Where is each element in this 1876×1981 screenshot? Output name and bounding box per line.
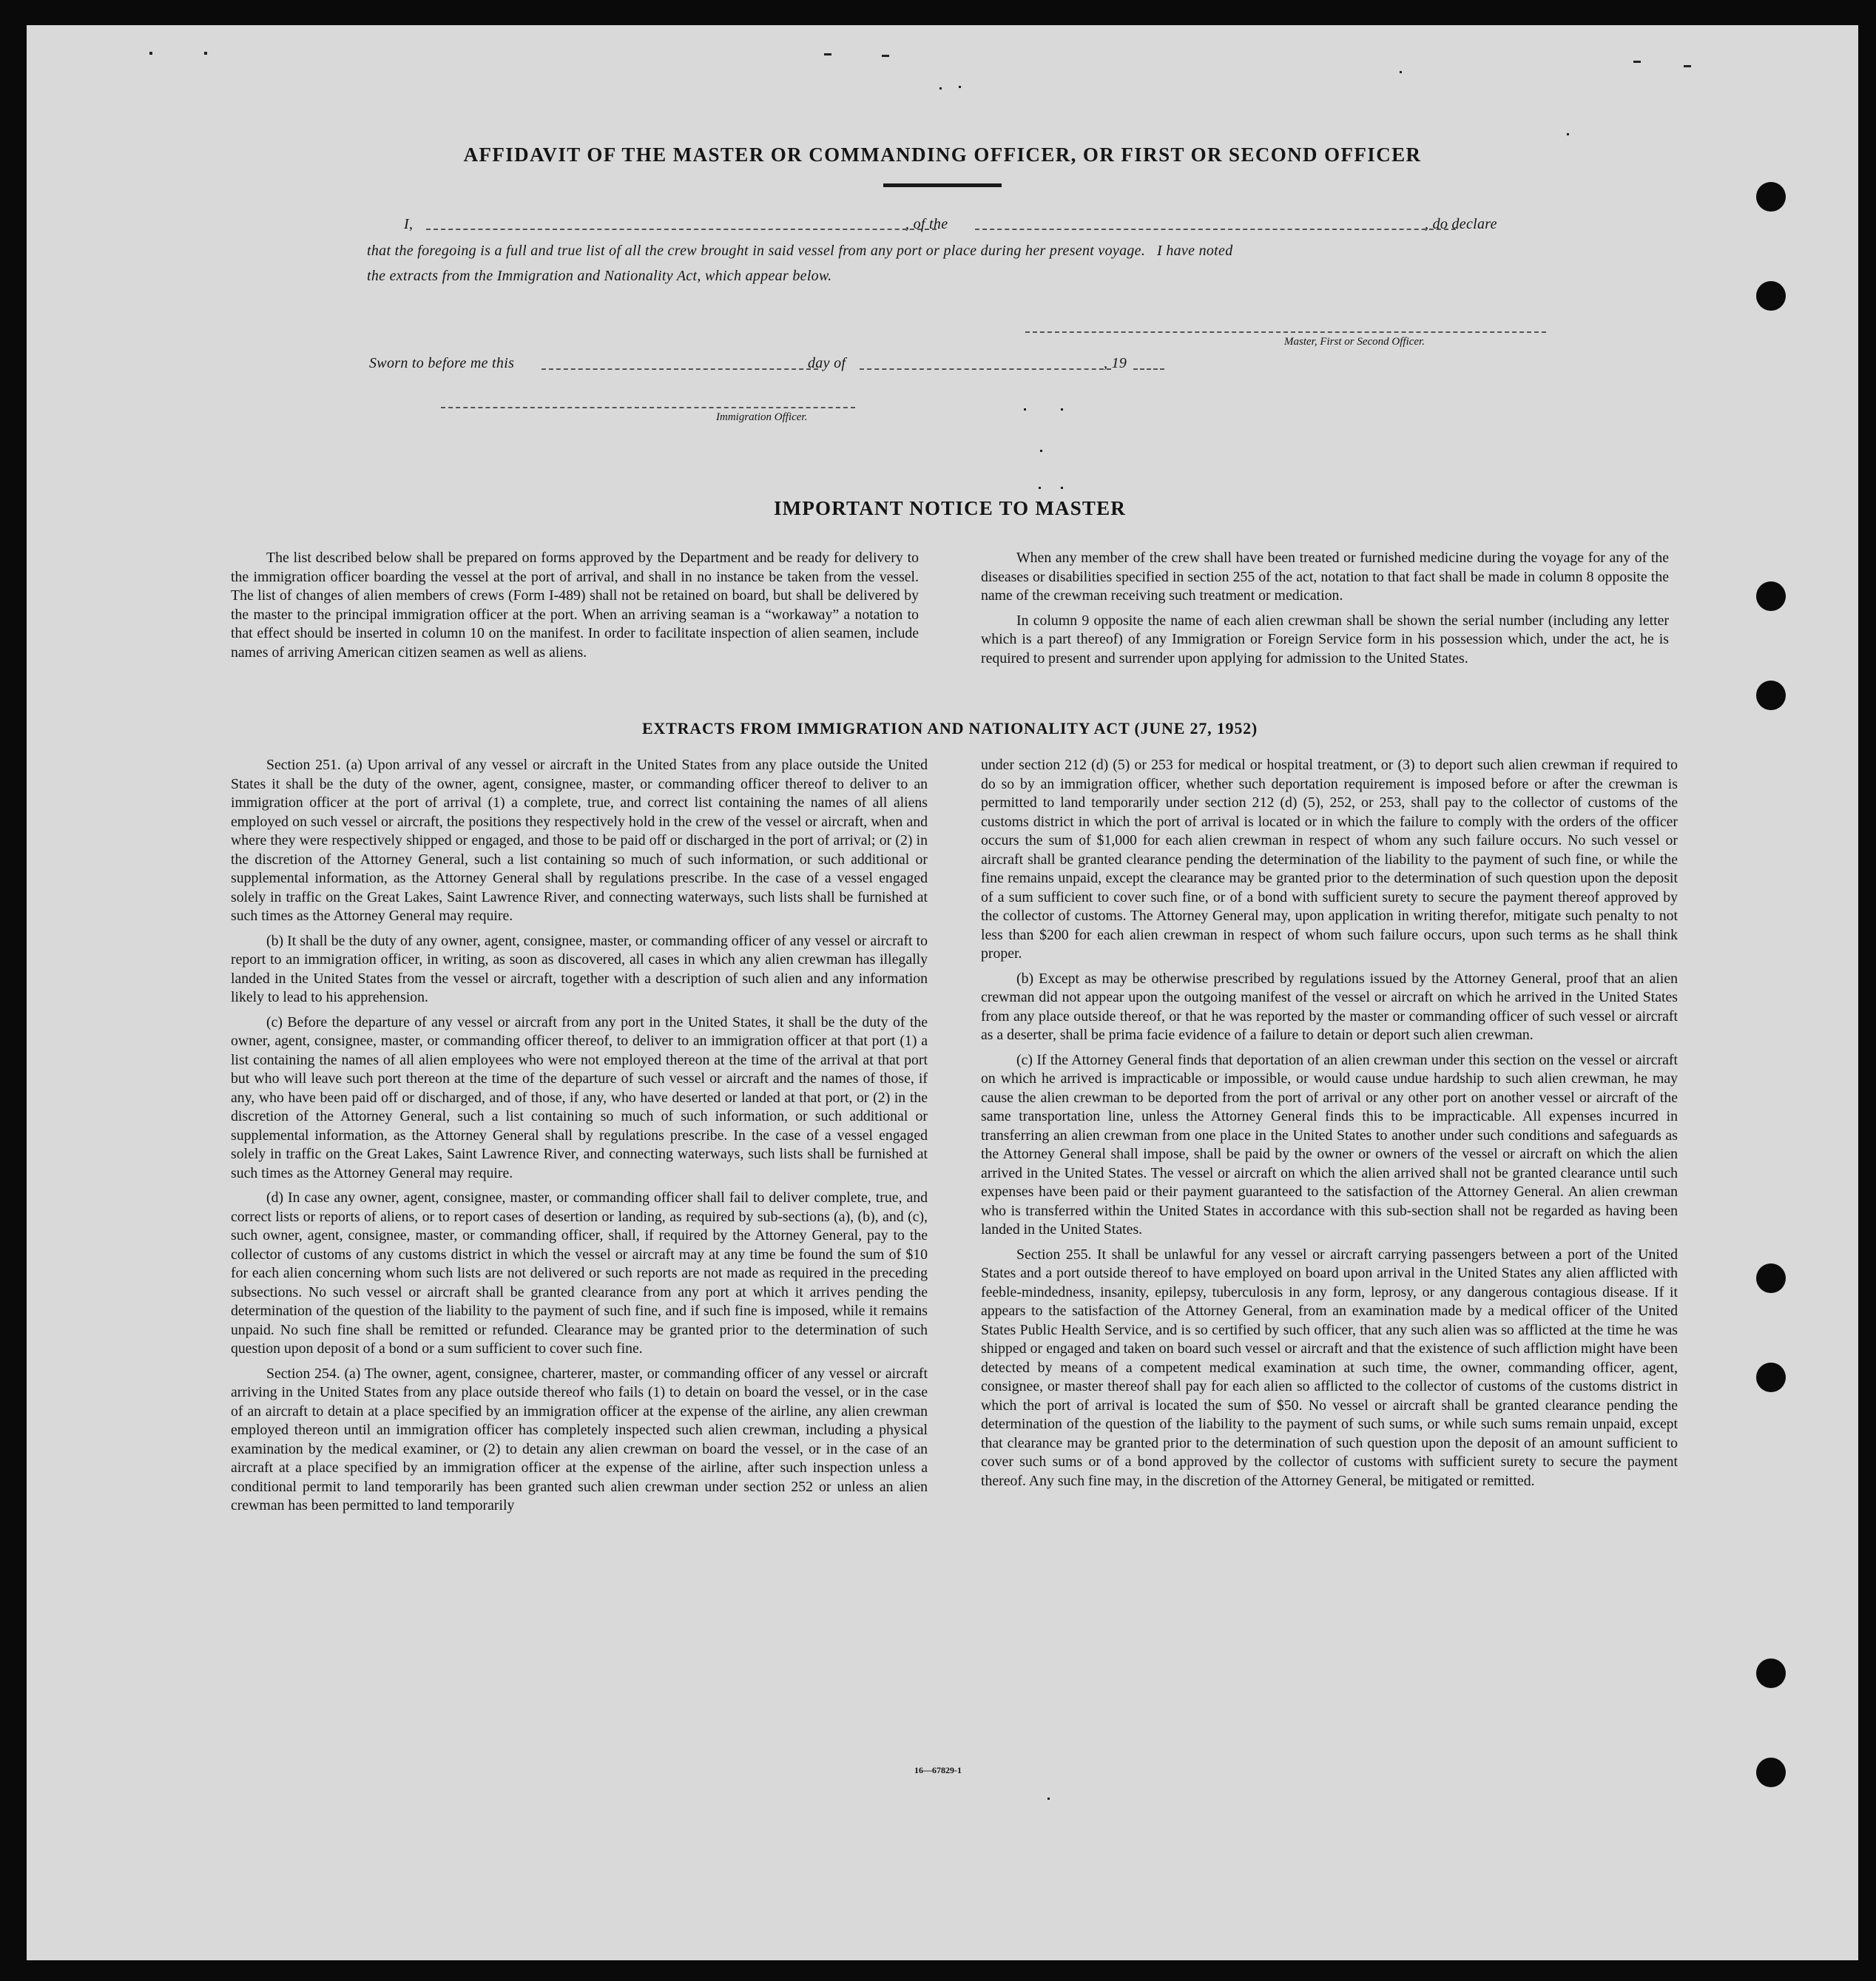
day-of-label: day of bbox=[808, 355, 846, 371]
section-251-a: Section 251. (a) Upon arrival of any vessel or aircraft in the United States from any place outside the United States it shall be the duty of the owner, agent, consignee, master, or commanding officer thereof to deliver to an immigration officer at the port of arrival (1) a complete, true, and correct list containing the names of all aliens employed on such vessel or aircraft, the positions they respectively hold in the crew of the vessel or aircraft, when and where they were respectively shipped or engaged, and those to be paid off or discharged in the port of arrival; or (2) in the discretion of the Attorney General, such a list containing so much of such information, or such additional or supplemental information, as the Attorney General shall by regulations prescribe. In the case of a vessel engaged solely in traffic on the Great Lakes, Saint Lawrence River, and connecting waterways, such lists shall be furnished at such times as the Attorney General may require. bbox=[231, 757, 928, 924]
section-254-a-continued: under section 212 (d) (5) or 253 for medical or hospital treatment, or (3) to deport such alien crewman if required to do so by an immigration officer, whether such deportation requirement is imposed before or after the crewman is permitted to land temporarily under section 212 (d) (5), 252, or 253, shall pay to the collector of customs of the customs district in which the port of arrival is located or in which the failure to comply with the orders of the officer occurs the sum of $1,000 for each alien crewman in respect of whom any such failure occurs. No such vessel or aircraft shall be granted clearance pending the determination of the liability to the payment of such fine, or while the fine remains unpaid, except the clearance may be granted prior to the determination of such question upon the deposit of a sum sufficient to cover such fine, or of a bond with sufficient surety to secure the payment thereof approved by the collector of customs. The Attorney General may, upon application in writing therefor, mitigate such penalty to not less than $200 for each alien crewman in respect of whom such failure occurs, upon such terms as he shall think proper. bbox=[981, 757, 1678, 962]
scan-speck bbox=[204, 52, 207, 55]
notice-left-column bbox=[231, 549, 919, 668]
scan-speck bbox=[1061, 408, 1063, 411]
notice-left-paragraph: The list described below shall be prepared on forms approved by the Department and be ready for delivery to the immigration officer boarding the vessel at the port of arrival, and shall in no instance be taken from the vessel. The list of changes of alien members of crews (Form I-489) shall not be retained on board, but shall be delivered by the master to the principal immigration officer at the port. When an arriving seaman is a “workaway” a notation to that effect should be inserted in column 10 on the manifest. In order to facilitate inspection of alien seamen, include names of arriving American citizen seamen as well as aliens. bbox=[231, 550, 919, 661]
title-underline bbox=[883, 183, 1002, 187]
notice-right-paragraph-1: When any member of the crew shall have been treated or furnished medicine during the voyage for any of the diseases or disabilities specified in section 255 of the act, notation to that fact shall be made in column 8 opposite the name of the crewman receiving such treatment or medication. bbox=[981, 550, 1669, 604]
binder-hole bbox=[1756, 1363, 1786, 1392]
master-signature-line bbox=[1025, 331, 1546, 333]
form-number: 16—67829-1 bbox=[914, 1765, 962, 1775]
decl-i-label: I, bbox=[404, 216, 414, 232]
scan-speck bbox=[1567, 133, 1569, 135]
scan-speck bbox=[882, 55, 889, 57]
decl-do-declare-label: , do declare bbox=[1425, 216, 1497, 232]
binder-hole bbox=[1756, 1758, 1786, 1787]
affidavit-title: AFFIDAVIT OF THE MASTER OR COMMANDING OFFICER, OR FIRST OR SECOND OFFICER bbox=[463, 144, 1422, 166]
notice-right-paragraph-2: In column 9 opposite the name of each alien crewman shall be shown the serial number (including any letter which is a part thereof) of any Immigration or Foreign Service form in his possession which, under the act, he is required to present and surrender upon applying for admission to the United States. bbox=[981, 612, 1669, 666]
notice-right-column bbox=[981, 549, 1669, 674]
officer-signature-caption: Immigration Officer. bbox=[716, 411, 808, 423]
extracts-left-column bbox=[231, 756, 928, 1522]
binder-hole bbox=[1756, 281, 1786, 311]
officer-signature-line bbox=[441, 407, 855, 408]
year-label: , 19 bbox=[1104, 355, 1127, 371]
section-254-b: (b) Except as may be otherwise prescribed by regulations issued by the Attorney General, proof that an alien crewman did not appear upon the outgoing manifest of the vessel or aircraft on which he arrived in the United States from any place outside thereof, or that he was reported by the master or commanding officer of such vessel or aircraft as a deserter, shall be prima facie evidence of a failure to detain or deport such alien crewman. bbox=[981, 970, 1678, 1043]
scan-speck bbox=[1684, 65, 1691, 67]
sworn-month-blank-line bbox=[860, 368, 1111, 370]
decl-of-the-label: , of the bbox=[905, 216, 948, 232]
scan-speck bbox=[939, 87, 942, 90]
scan-speck bbox=[1400, 71, 1402, 73]
section-251-c: (c) Before the departure of any vessel or aircraft from any port in the United States, it shall be the duty of the owner, agent, consignee, master, or commanding officer thereof, to deliver to an immigration officer at that port (1) a list containing the names of all alien employees who were not employed thereon at the time of the arrival at that port but who will leave such port thereon at the time of the departure of such vessel or aircraft and the names of those, if any, who have been paid off or discharged, and of those, if any, who have deserted or landed at that port, or (2) in the discretion of the Attorney General, such a list containing so much of such information, or such additional or supplemental information, as the Attorney General shall by regulations prescribe. In the case of a vessel engaged solely in traffic on the Great Lakes, Saint Lawrence River, and connecting waterways, such lists shall be furnished at such times as the Attorney General may require. bbox=[231, 1013, 928, 1181]
section-254-a: Section 254. (a) The owner, agent, consignee, charterer, master, or commanding officer of any vessel or aircraft arriving in the United States from any place outside thereof who fails (1) to detain on board the vessel, or in the case of an aircraft to detain at a place specified by an immigration officer at the expense of the airline, any alien crewman employed thereon until an immigration officer has completely inspected such alien crewman, including a physical examination by the medical examiner, or (2) to detain any alien crewman on board the vessel, or in the case of an aircraft at a place specified by an immigration officer at the expense of the airline, after such inspection unless a conditional permit to land temporarily has been granted such alien crewman under section 252 or unless an alien crewman has been permitted to land temporarily bbox=[231, 1365, 928, 1513]
binder-hole bbox=[1756, 182, 1786, 212]
section-251-b: (b) It shall be the duty of any owner, agent, consignee, master, or commanding officer of any vessel or aircraft to report to an immigration officer, in writing, as soon as discovered, all cases in which any alien crewman has illegally landed in the United States from the vessel or aircraft, together with a description of such alien and any information likely to lead to his apprehension. bbox=[231, 932, 928, 1005]
vessel-blank-line bbox=[975, 229, 1456, 230]
scan-speck bbox=[1024, 408, 1026, 411]
decl-text-line-2: that the foregoing is a full and true list of all the crew brought in said vessel from any port or place during her present voyage. I have noted bbox=[367, 243, 1233, 259]
decl-text-line-3: the extracts from the Immigration and Nationality Act, which appear below. bbox=[367, 268, 832, 284]
scan-speck bbox=[1039, 487, 1041, 489]
scan-speck bbox=[959, 86, 961, 88]
scan-speck bbox=[149, 52, 152, 55]
sworn-day-blank-line bbox=[541, 368, 818, 370]
section-254-c: (c) If the Attorney General finds that deportation of an alien crewman under this section on the vessel or aircraft on which he arrived is impracticable or impossible, or would cause undue hardship to such alien crewman, he may cause the alien crewman to be deported from the port of arrival or any other port on another vessel or aircraft of the same transportation line, unless the Attorney General finds this to be impracticable. All expenses incurred in transferring an alien crewman from one place in the United States to another under such conditions and safeguards as the Attorney General shall impose, shall be paid by the owner or owners of the vessel or aircraft on which the alien arrived in the United States. The vessel or aircraft on which the alien arrived shall not be granted clearance until such expenses have been paid or their payment guaranteed to the satisfaction of the Attorney General. An alien crewman who is transferred within the United States in accordance with this sub-section shall not be regarded as having been landed in the United States. bbox=[981, 1051, 1678, 1238]
scan-speck bbox=[1047, 1798, 1050, 1800]
extracts-title: EXTRACTS FROM IMMIGRATION AND NATIONALITY ACT (JUNE 27, 1952) bbox=[641, 719, 1258, 738]
document-page bbox=[27, 25, 1858, 1960]
binder-hole bbox=[1756, 1658, 1786, 1688]
scan-speck bbox=[1633, 61, 1641, 63]
extracts-right-column bbox=[981, 756, 1678, 1496]
notice-title: IMPORTANT NOTICE TO MASTER bbox=[773, 497, 1127, 519]
scan-speck bbox=[1040, 450, 1042, 452]
section-255: Section 255. It shall be unlawful for any vessel or aircraft carrying passengers between a port of the United States and a port outside thereof to have employed on board upon arrival in the United States any alien afflicted with feeble-mindedness, insanity, epilepsy, tuberculosis in any form, leprosy, or any dangerous contagious disease. If it appears to the satisfaction of the Attorney General, from an examination made by a medical officer of the United States Public Health Service, and is so certified by such officer, that any such alien was so afflicted at the time he was shipped or engaged and taken on board such vessel or aircraft and that the existence of such affliction might have been detected by means of a competent medical examination at such time, the owner, commanding officer, agent, consignee, or master thereof shall pay for each alien so afflicted to the collector of customs of the customs district in which the port of arrival is located the sum of $50. No vessel or aircraft shall be granted clearance pending the determination of the question of the liability to the payment of such sums, or while such sums remain unpaid, except that clearance may be granted prior to the determination of such question upon the deposit of an amount sufficient to cover such sums or of a bond approved by the collector of customs with sufficient surety to secure the payment thereof. Any such fine may, in the discretion of the Attorney General, be mitigated or remitted. bbox=[981, 1246, 1678, 1489]
binder-hole bbox=[1756, 581, 1786, 611]
name-blank-line bbox=[426, 229, 937, 230]
year-blank-line bbox=[1133, 368, 1164, 370]
sworn-label: Sworn to before me this bbox=[369, 355, 515, 371]
binder-hole bbox=[1756, 1263, 1786, 1293]
binder-hole bbox=[1756, 681, 1786, 710]
scan-speck bbox=[824, 53, 831, 55]
section-251-d: (d) In case any owner, agent, consignee, master, or commanding officer shall fail to deliver complete, true, and correct lists or reports of aliens, or to report cases of desertion or landing, as required by sub-sections (a), (b), and (c), such owner, agent, consignee, master, or commanding officer, shall, if required by the Attorney General, pay to the collector of customs of any customs district in which the vessel or aircraft may at any time be found the sum of $10 for each alien concerning whom such lists are not delivered or such reports are not made as required in the preceding subsections. No such vessel or aircraft shall be granted clearance from any port at which it arrives pending the determination of the question of the liability to the payment of such fine, and if such fine is imposed, while it remains unpaid. No such fine shall be remitted or refunded. Clearance may be granted prior to the determination of such question upon deposit of a bond or a sum sufficient to cover such fine. bbox=[231, 1189, 928, 1357]
master-signature-caption: Master, First or Second Officer. bbox=[1284, 336, 1425, 348]
scan-speck bbox=[1061, 487, 1063, 489]
